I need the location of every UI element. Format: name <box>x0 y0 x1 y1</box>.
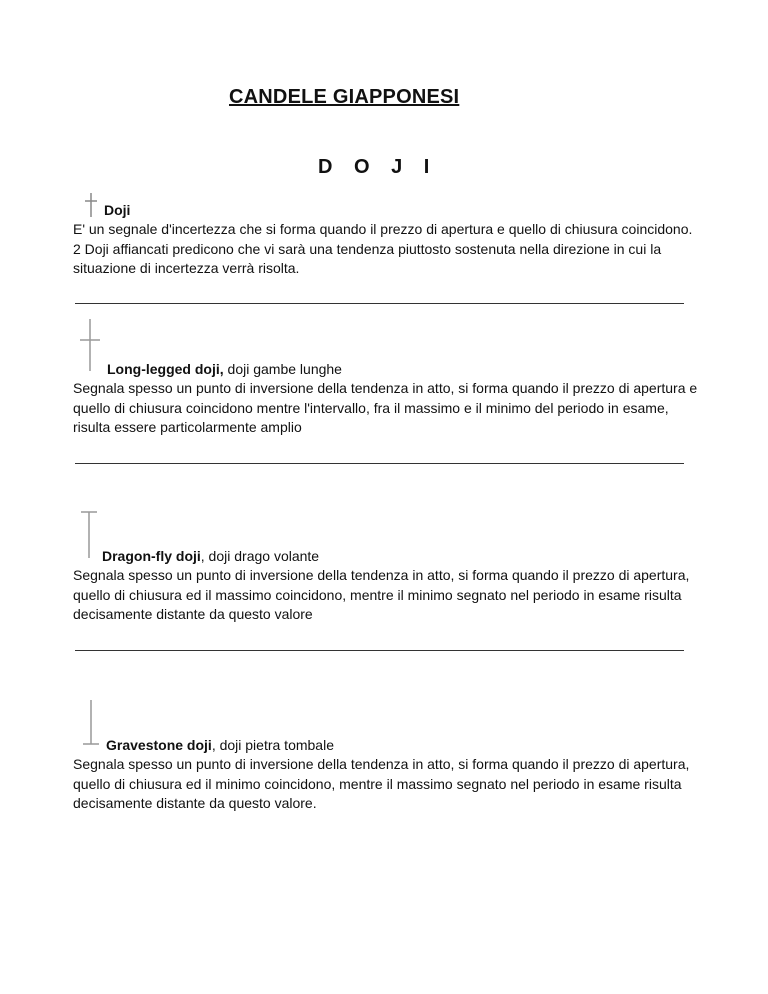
doji-icon <box>83 192 99 218</box>
section-heading <box>104 202 130 218</box>
section-text: Segnala spesso un punto di inversione della tendenza in atto, si forma quando il prezzo di apertura e quello di chiusura coincidono mentre l'intervallo, fra il massimo e il minimo del periodo in esame, risulta essere particolarmente amplio <box>73 380 698 435</box>
section-text: E' un segnale d'incertezza che si forma quando il prezzo di apertura e quello di chiusura coincidono. 2 Doji affiancati predicono che vi sarà una tendenza piuttosto sostenuta nella direzione in cui la situazione di incertezza verrà risolta. <box>73 221 693 276</box>
section-name: Dragon-fly doji <box>102 548 201 564</box>
divider <box>75 303 684 304</box>
page-subtitle: D O J I <box>318 156 438 178</box>
divider <box>75 463 684 464</box>
section-name: Gravestone doji <box>106 737 212 753</box>
section-heading <box>102 548 319 564</box>
section-long-legged-doji <box>73 318 703 438</box>
section-text: Segnala spesso un punto di inversione della tendenza in atto, si forma quando il prezzo di apertura, quello di chiusura ed il minimo coincidono, mentre il massimo segnato nel periodo in esame risulta decisamente distante da questo valore. <box>73 756 690 811</box>
section-doji <box>73 192 703 282</box>
long-legged-doji-icon <box>77 318 103 372</box>
gravestone-doji-icon <box>79 698 103 748</box>
divider <box>75 650 684 651</box>
section-text: Segnala spesso un punto di inversione della tendenza in atto, si forma quando il prezzo di apertura, quello di chiusura ed il massimo coincidono, mentre il minimo segnato nel periodo in esame risulta decisamente distante da questo valore <box>73 567 690 622</box>
section-heading <box>107 361 342 377</box>
section-name-suffix: doji gambe lunghe <box>223 361 342 377</box>
section-gravestone-doji <box>73 698 703 818</box>
section-dragon-fly-doji <box>73 510 703 630</box>
page-title: CANDELE GIAPPONESI <box>229 86 460 108</box>
section-name: Doji <box>104 202 131 218</box>
dragon-fly-doji-icon <box>77 510 101 560</box>
section-name-suffix: , doji drago volante <box>200 548 320 564</box>
section-name: Long-legged doji, <box>107 361 224 377</box>
section-name-suffix: , doji pietra tombale <box>211 737 334 753</box>
section-heading <box>106 737 334 753</box>
